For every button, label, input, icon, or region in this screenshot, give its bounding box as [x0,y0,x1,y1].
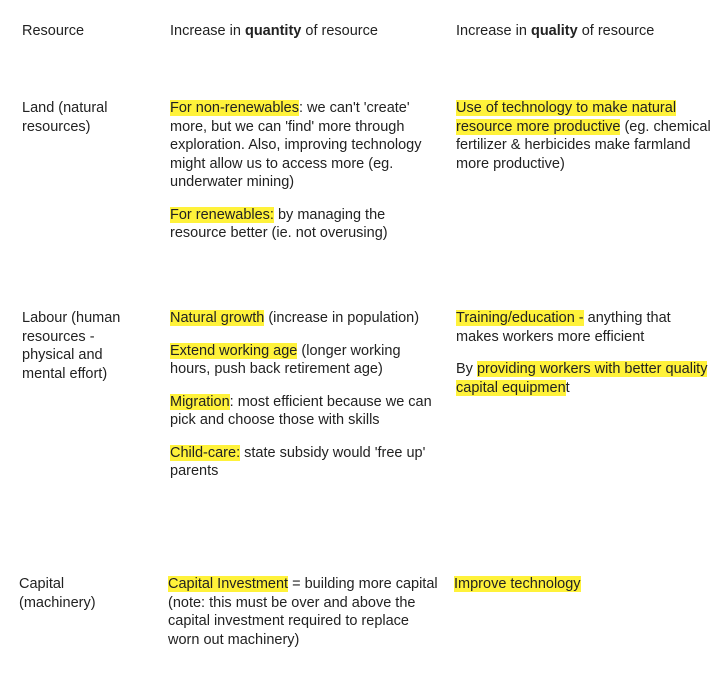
row-labour-quality [456,309,711,397]
labour-quantity-migration-text: : most efficient because we can pick and choose those with skills [170,393,432,428]
highlight: Migration [170,393,230,410]
highlight: Training/education - [456,310,584,326]
header-quantity [170,22,440,41]
capital-label-text: Capital (machinery) [19,576,96,611]
header-quality-bold: quality [530,23,578,39]
header-resource [22,22,142,41]
land-quality-technology [456,99,711,173]
highlight: Improve technology [454,576,581,592]
header-quality-pre: Increase in [456,23,531,39]
header-quantity-bold: quantity [244,23,302,39]
labour-quantity-child-care-text: state subsidy would 'free up' parents [170,444,426,479]
labour-quality-capital-equipment-pre: By [456,361,477,377]
highlight: For renewables: [170,206,274,223]
capital-quality-technology [454,575,709,594]
land-quantity-nonrenewables-text: : we can't 'create' more, but we can 'find' more through exploration. Also, improving technology might allow us to access more (eg. underwater mining) [170,100,422,190]
labour-quality-training-text: anything that makes workers more efficient [456,310,671,345]
land-quantity-nonrenewables [170,99,440,192]
labour-label-text: Labour (human resources - physical and mental effort) [22,310,121,382]
header-quality [456,22,711,41]
labour-quantity-working-age-text: (longer working hours, push back retirement age) [170,342,401,377]
labour-quantity-migration [170,393,440,430]
row-land-quantity [170,99,440,243]
highlight: providing workers with better quality capital equipmen [456,361,708,396]
capital-quantity-investment-text: = building more capital (note: this must be over and above the capital investment required to replace worn out machinery) [168,576,438,648]
row-land-label [22,99,142,136]
labour-quality-capital-equipment-post: t [565,379,570,396]
row-capital-label [19,575,139,612]
row-labour-label [22,309,142,383]
land-quantity-renewables-text: by managing the resource better (ie. not overusing) [170,206,388,241]
labour-quantity-child-care [170,444,440,481]
labour-quality-capital-equipment [456,360,711,397]
highlight: For non-renewables [170,100,299,116]
capital-quantity-investment [168,575,438,649]
row-capital-quality [454,575,709,594]
highlight: Child-care: [170,444,241,461]
land-label-text: Land (natural resources) [22,100,108,135]
land-quantity-renewables [170,206,440,243]
labour-quantity-natural-growth-text: (increase in population) [264,310,420,326]
row-labour-quantity [170,309,440,481]
header-resource-label: Resource [22,23,85,39]
land-quality-technology-text: (eg. chemical fertilizer & herbicides make farmland more productive) [456,118,711,172]
labour-quantity-natural-growth [170,309,440,328]
labour-quantity-working-age [170,342,440,379]
row-land-quality [456,99,711,173]
highlight: Capital Investment [168,576,289,592]
row-capital-quantity [168,575,438,649]
header-quality-post: of resource [577,23,655,39]
highlight: Use of technology to make natural resource more productive [456,100,677,135]
header-quantity-pre: Increase in [170,23,245,39]
highlight: Natural growth [170,310,265,326]
highlight: Extend working age [170,342,298,359]
header-quantity-post: of resource [301,23,378,39]
labour-quality-training [456,309,711,346]
